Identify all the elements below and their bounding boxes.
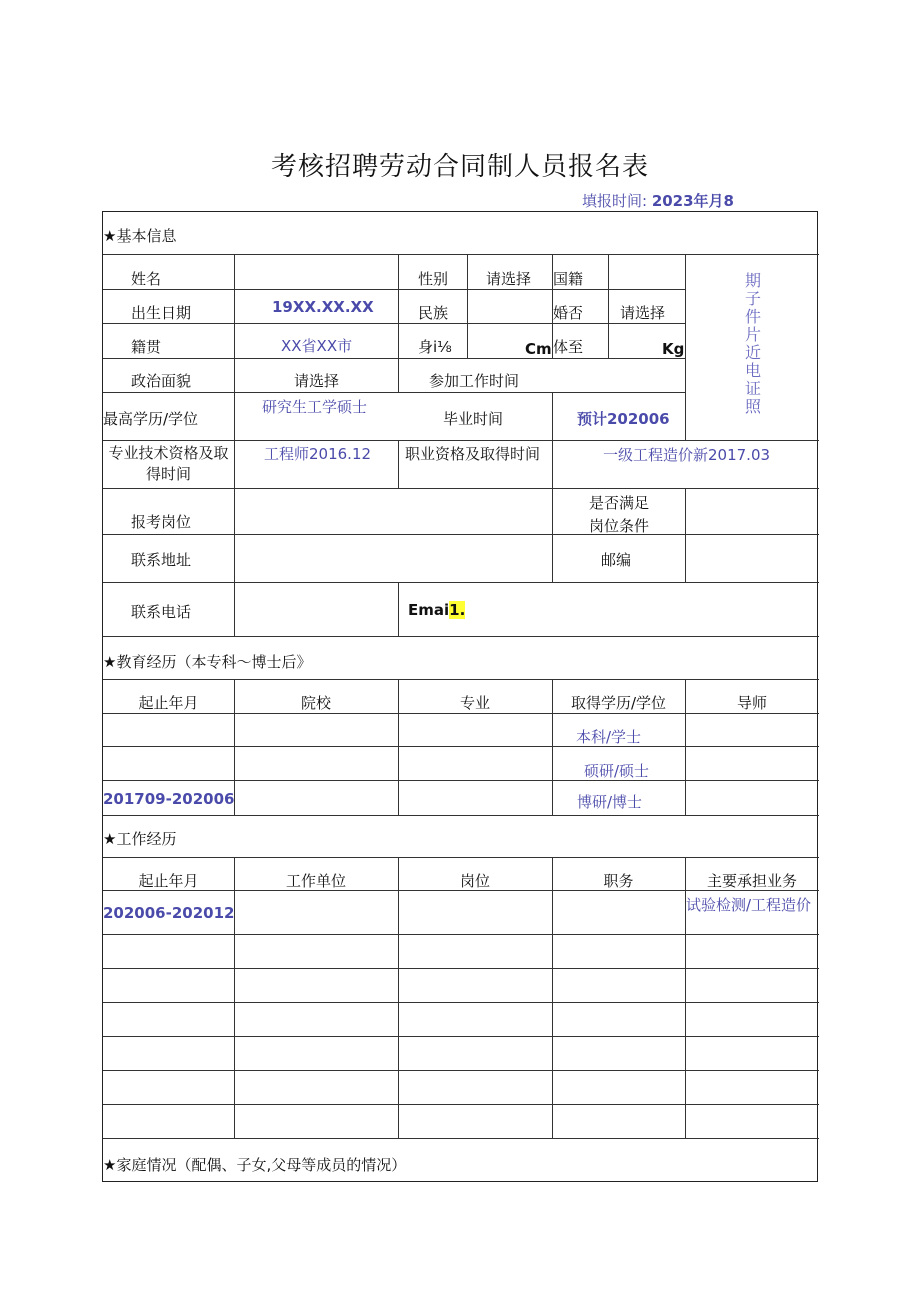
edu-header-supervisor: 导师 (736, 694, 767, 712)
work-row-business[interactable]: 试验检测/工程造价 (686, 896, 812, 914)
registration-form (102, 211, 818, 1182)
edu-row-degree[interactable]: 硕研/硕士 (584, 762, 650, 780)
edu-header-major: 专业 (459, 694, 490, 712)
meets-conditions-label-line2: 岗位条件 (588, 517, 649, 534)
marital-select[interactable]: 请选择 (620, 304, 666, 322)
work-header-title: 职务 (603, 872, 634, 890)
zip-field[interactable] (686, 536, 818, 581)
section-education: ★教育经历（本专科〜博士后》 (103, 653, 312, 671)
fill-time (582, 190, 734, 211)
address-field[interactable] (235, 536, 551, 581)
meets-conditions-field[interactable] (686, 490, 818, 533)
work-header-position: 岗位 (459, 872, 490, 890)
degree-label: 最高学历/学位 (103, 410, 199, 428)
section-basic-info: ★基本信息 (103, 227, 177, 245)
photo-placeholder[interactable] (687, 272, 819, 416)
address-label: 联系地址 (131, 551, 192, 569)
nationality-field[interactable] (609, 256, 684, 288)
photo-char: 期 (744, 271, 761, 290)
form-title: 考核招聘劳动合同制人员报名表 (270, 152, 649, 182)
edu-row-period[interactable]: 201709-202006 (103, 790, 235, 808)
meets-conditions-label-line1: 是否满足 (588, 494, 649, 512)
work-header-business: 主要承担业务 (706, 872, 797, 890)
work-row-period[interactable]: 202006-202012 (103, 904, 235, 922)
height-label: 身i⅛ (418, 338, 452, 356)
edu-header-degree: 取得学历/学位 (570, 694, 667, 712)
email-label-highlight: 1. (449, 601, 466, 619)
grad-time-field[interactable]: 预计202006 (577, 410, 670, 428)
photo-char: 子 (744, 289, 761, 308)
phone-label: 联系电话 (131, 603, 192, 621)
weight-label: 体至 (553, 338, 584, 356)
nationality-label: 国籍 (553, 270, 584, 288)
weight-unit[interactable]: Kg (662, 340, 685, 358)
gender-select[interactable]: 请选择 (486, 270, 532, 288)
fill-time-label: 填报时间: (581, 192, 648, 210)
section-work: ★工作经历 (103, 830, 177, 848)
grad-time-label: 毕业时间 (443, 410, 504, 428)
political-label: 政治面貌 (131, 372, 192, 390)
tech-qualification-label-line2: 得时间 (145, 465, 191, 483)
edu-header-period: 起止年月 (138, 694, 199, 712)
native-place-label: 籍贯 (131, 338, 162, 356)
email-label (408, 601, 465, 619)
name-field[interactable] (235, 256, 397, 288)
work-header-period: 起止年月 (138, 872, 199, 890)
post-field[interactable] (235, 490, 551, 533)
photo-char: 片 (744, 325, 761, 344)
tech-qualification-field[interactable]: 工程师2016.12 (264, 445, 372, 463)
photo-char: 电 (744, 361, 761, 380)
tech-qualification-label-line1: 专业技术资格及取 (108, 444, 229, 462)
section-family: ★家庭情况（配偶、子女,父母等成员的情况） (103, 1156, 407, 1174)
work-start-field[interactable] (553, 360, 684, 391)
degree-field[interactable]: 研究生工学硕士 (262, 398, 368, 416)
edu-row-degree[interactable]: 博研/博士 (577, 793, 643, 811)
zip-label: 邮编 (601, 551, 632, 569)
career-qualification-field[interactable]: 一级工程造价新2017.03 (603, 446, 771, 464)
gender-label: 性别 (418, 270, 449, 288)
native-place-field[interactable]: XX省XX市 (281, 337, 353, 355)
phone-field[interactable] (235, 584, 397, 635)
edu-row-degree[interactable]: 本科/学士 (576, 728, 642, 746)
meets-conditions-label (553, 492, 685, 534)
career-qualification-label: 职业资格及取得时间 (405, 445, 541, 463)
political-select[interactable]: 请选择 (294, 372, 340, 390)
post-label: 报考岗位 (131, 513, 192, 531)
tech-qualification-label (103, 443, 234, 485)
photo-char: 证 (744, 379, 761, 398)
photo-char: 件 (744, 307, 761, 326)
photo-char: 近 (744, 343, 761, 362)
ethnic-label: 民族 (418, 304, 449, 322)
marital-label: 婚否 (553, 304, 584, 322)
work-header-employer: 工作单位 (285, 872, 346, 890)
birth-field[interactable]: 19XX.XX.XX (272, 298, 374, 316)
work-start-label: 参加工作时间 (429, 372, 520, 390)
email-field[interactable] (469, 584, 818, 635)
email-label-text: Emai (408, 601, 450, 619)
height-unit[interactable]: Cm (525, 340, 552, 358)
fill-time-value[interactable]: 2023年月8 (651, 192, 734, 210)
edu-header-school: 院校 (300, 694, 331, 712)
ethnic-field[interactable] (468, 291, 551, 322)
photo-char: 照 (744, 397, 761, 416)
name-label: 姓名 (131, 270, 162, 288)
birth-label: 出生日期 (131, 304, 192, 322)
